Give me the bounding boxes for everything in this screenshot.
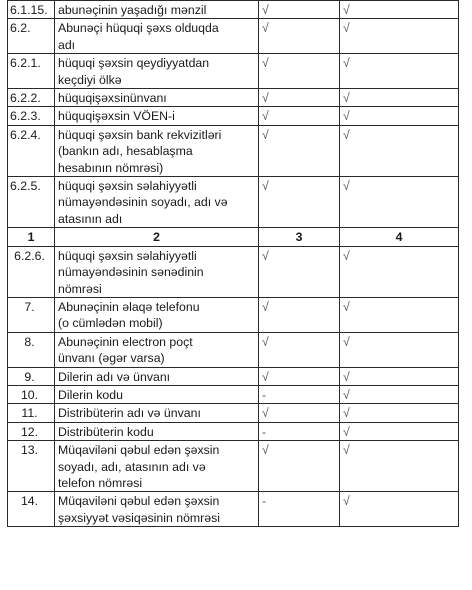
- table-row: [8, 367, 459, 385]
- column-4-mark-cell: [340, 441, 459, 492]
- table-row: [8, 385, 459, 403]
- column-3-mark-text: -: [262, 494, 267, 509]
- row-number-cell: [8, 422, 55, 440]
- column-4-mark-cell: [340, 297, 459, 332]
- column-3-mark-text: √: [262, 56, 269, 71]
- column-4-mark-text: √: [343, 21, 350, 36]
- row-number-text: 9.: [24, 369, 35, 384]
- column-4-mark-text: √: [343, 387, 350, 402]
- table-row: [8, 297, 459, 332]
- column-3-mark-text: √: [262, 406, 269, 421]
- column-3-mark-cell: [259, 404, 340, 422]
- row-number-cell: [8, 89, 55, 107]
- row-number-cell: [8, 385, 55, 403]
- row-description-cell: [55, 332, 259, 367]
- column-4-mark-cell: [340, 404, 459, 422]
- column-4-mark-text: √: [343, 334, 350, 349]
- column-4-mark-cell: [340, 492, 459, 527]
- row-description-cell: [55, 422, 259, 440]
- column-number-header-row: [8, 228, 459, 246]
- column-4-mark-text: √: [343, 248, 350, 263]
- table-row: [8, 246, 459, 297]
- table-row: [8, 177, 459, 228]
- row-description-cell: [55, 107, 259, 125]
- row-number-text: 8.: [24, 334, 35, 349]
- table-row: [8, 404, 459, 422]
- table-row: [8, 89, 459, 107]
- row-number-text: 14.: [20, 494, 39, 509]
- row-description-text: hüquqi şəxsin səlahiyyətli nümayəndəsinin soyadı, adı və atasının adı: [58, 179, 228, 226]
- column-4-mark-cell: [340, 422, 459, 440]
- row-number-cell: [8, 441, 55, 492]
- row-description-text: hüquqi şəxsin bank rekvizitləri (bankın adı, hesablaşma hesabının nömrəsi): [58, 127, 222, 175]
- column-4-mark-text: √: [343, 127, 350, 142]
- column-3-mark-cell: [259, 89, 340, 107]
- row-number-cell: [8, 19, 55, 54]
- row-number-text: 6.2.: [10, 21, 31, 36]
- row-description-cell: [55, 441, 259, 492]
- column-3-mark-text: √: [262, 443, 269, 458]
- column-4-mark-cell: [340, 367, 459, 385]
- row-description-cell: [55, 367, 259, 385]
- column-3-mark-text: √: [262, 369, 269, 384]
- column-number-header: 3: [259, 228, 340, 246]
- table-row: [8, 1, 459, 19]
- table-row: [8, 492, 459, 527]
- table-row: [8, 332, 459, 367]
- table-row: [8, 422, 459, 440]
- column-4-mark-text: √: [343, 424, 350, 439]
- column-3-mark-cell: [259, 125, 340, 176]
- column-3-mark-text: √: [262, 299, 269, 314]
- row-description-cell: [55, 177, 259, 228]
- row-number-text: 6.1.15.: [10, 3, 48, 17]
- column-3-mark-cell: [259, 297, 340, 332]
- column-3-mark-text: √: [262, 127, 269, 142]
- column-3-mark-text: √: [262, 334, 269, 349]
- column-4-mark-text: √: [343, 443, 350, 458]
- column-3-mark-cell: [259, 246, 340, 297]
- row-number-cell: [8, 332, 55, 367]
- row-description-text: Distribüterin adı və ünvanı: [58, 406, 201, 421]
- row-description-text: Abunəçinin əlaqə telefonu (o cümlədən mobil): [58, 299, 200, 331]
- row-description-text: hüquqişəxsin VÖEN-i: [58, 109, 175, 124]
- column-4-mark-text: √: [343, 109, 350, 124]
- column-4-mark-cell: [340, 54, 459, 89]
- column-4-mark-cell: [340, 19, 459, 54]
- column-4-mark-text: √: [343, 494, 350, 509]
- row-number-text: 6.2.5.: [10, 179, 41, 194]
- column-4-mark-cell: [340, 89, 459, 107]
- row-description-cell: [55, 89, 259, 107]
- row-description-text: Distribüterin kodu: [58, 424, 154, 439]
- row-number-text: 12.: [20, 424, 39, 439]
- column-4-mark-cell: [340, 332, 459, 367]
- row-description-cell: [55, 297, 259, 332]
- column-4-mark-text: √: [343, 299, 350, 314]
- row-description-text: abunəçinin yaşadığı mənzil: [58, 3, 207, 17]
- column-3-mark-text: √: [262, 248, 269, 263]
- column-3-mark-cell: [259, 367, 340, 385]
- column-4-mark-text: √: [343, 179, 350, 194]
- row-number-text: 7.: [24, 299, 35, 314]
- column-4-mark-cell: [340, 385, 459, 403]
- row-number-cell: [8, 54, 55, 89]
- row-description-cell: [55, 492, 259, 527]
- column-4-mark-text: √: [343, 56, 350, 71]
- table-row: [8, 441, 459, 492]
- column-3-mark-text: √: [262, 179, 269, 194]
- row-number-text: 6.2.3.: [10, 109, 41, 124]
- row-description-cell: [55, 19, 259, 54]
- column-number-header: 2: [55, 228, 259, 246]
- row-number-text: 6.2.4.: [10, 127, 41, 142]
- row-description-text: Müqaviləni qəbul edən şəxsin soyadı, adı, atasının adı və telefon nömrəsi: [58, 443, 220, 490]
- row-number-cell: [8, 297, 55, 332]
- column-3-mark-text: √: [262, 21, 269, 36]
- row-description-text: Dilerin adı və ünvanı: [58, 369, 171, 384]
- data-table: [7, 0, 459, 527]
- column-3-mark-cell: [259, 385, 340, 403]
- column-4-mark-cell: [340, 107, 459, 125]
- row-description-cell: [55, 404, 259, 422]
- column-3-mark-cell: [259, 492, 340, 527]
- column-3-mark-cell: [259, 19, 340, 54]
- row-description-cell: [55, 54, 259, 89]
- column-3-mark-text: -: [262, 424, 267, 439]
- table-row: [8, 19, 459, 54]
- row-description-cell: [55, 385, 259, 403]
- column-4-mark-text: √: [343, 406, 350, 421]
- row-description-text: Abunəçinin electron poçt ünvanı (əgər varsa): [58, 334, 193, 366]
- column-3-mark-cell: [259, 332, 340, 367]
- row-description-cell: [55, 246, 259, 297]
- row-number-cell: [8, 1, 55, 19]
- row-number-text: 13.: [20, 443, 39, 458]
- column-4-mark-text: √: [343, 91, 350, 106]
- row-description-text: Müqaviləni qəbul edən şəxsin şəxsiyyət vəsiqəsinin nömrəsi: [58, 494, 220, 525]
- table-row: [8, 125, 459, 176]
- row-description-text: Dilerin kodu: [58, 387, 123, 402]
- column-4-mark-cell: [340, 177, 459, 228]
- row-number-cell: [8, 177, 55, 228]
- row-description-text: Abunəçi hüquqi şəxs olduqda adı: [58, 21, 219, 52]
- column-3-mark-text: √: [262, 109, 269, 124]
- row-number-text: 11.: [21, 406, 38, 421]
- row-number-text: 6.2.2.: [10, 91, 41, 106]
- column-3-mark-cell: [259, 107, 340, 125]
- row-number-cell: [8, 107, 55, 125]
- row-description-text: hüquqişəxsinünvanı: [58, 91, 167, 106]
- row-number-cell: [8, 125, 55, 176]
- column-3-mark-text: √: [262, 91, 269, 106]
- column-4-mark-cell: [340, 125, 459, 176]
- column-3-mark-text: √: [262, 3, 269, 17]
- row-description-cell: [55, 1, 259, 19]
- column-3-mark-text: -: [262, 387, 267, 402]
- row-description-text: hüquqi şəxsin qeydiyyatdan keçdiyi ölkə: [58, 56, 210, 87]
- column-4-mark-text: √: [343, 369, 350, 384]
- column-number-header: 4: [340, 228, 459, 246]
- row-number-cell: [8, 492, 55, 527]
- row-number-text: 6.2.1.: [10, 56, 41, 71]
- column-number-header: 1: [8, 228, 55, 246]
- column-3-mark-cell: [259, 422, 340, 440]
- column-3-mark-cell: [259, 1, 340, 19]
- row-description-cell: [55, 125, 259, 176]
- row-number-cell: [8, 367, 55, 385]
- column-4-mark-cell: [340, 246, 459, 297]
- row-description-text: hüquqi şəxsin səlahiyyətli nümayəndəsinin sənədinin nömrəsi: [58, 248, 204, 296]
- column-3-mark-cell: [259, 441, 340, 492]
- column-3-mark-cell: [259, 177, 340, 228]
- row-number-text: 6.2.6.: [14, 248, 45, 263]
- column-3-mark-cell: [259, 54, 340, 89]
- table-row: [8, 107, 459, 125]
- column-4-mark-text: √: [343, 3, 350, 17]
- column-4-mark-cell: [340, 1, 459, 19]
- table-row: [8, 54, 459, 89]
- row-number-text: 10.: [20, 387, 39, 402]
- row-number-cell: [8, 404, 55, 422]
- row-number-cell: [8, 246, 55, 297]
